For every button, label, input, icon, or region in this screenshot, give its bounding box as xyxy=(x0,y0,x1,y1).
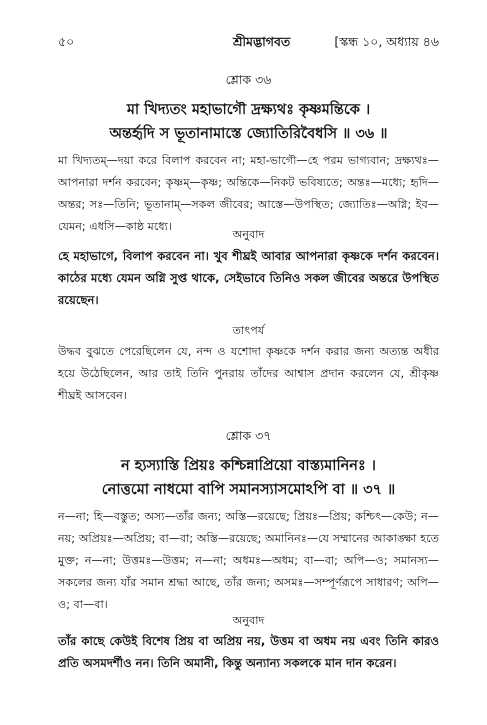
verse-36-translation: হে মহাভাগে, বিলাপ করবেন না। খুব শীঘ্রই আবার আপনারা কৃষ্ণকে দর্শন করবেন। কাঠের মধ্যে যেমন অগ্নি সুপ্ত থাকে, সেইভাবে তিনিও সকল জীবের অন্তরে উপস্থিত রয়েছেন। xyxy=(58,249,439,307)
verse-36-line-2: অন্তর্হৃদি স ভূতানামাস্তে জ্যোতিরিবৈধসি ॥ ৩৬ ॥ xyxy=(109,126,388,142)
verse-36-purport: উদ্ধব বুঝতে পেরেছিলেন যে, নন্দ ও যশোদা কৃষ্ণকে দর্শন করার জন্য অত্যন্ত অধীর হয়ে উঠেছিলেন, আর তাই তিনি পুনরায় তাঁদের আশ্বাস প্রদান করলেন যে, শ্রীকৃষ্ণ শীঘ্রই আসবেন। xyxy=(58,345,439,402)
page-number: ৫০ xyxy=(58,34,75,49)
verse-37-translation: তাঁর কাছে কেউই বিশেষ প্রিয় বা অপ্রিয় নয়, উত্তম বা অধম নয় এবং তিনি কারও প্রতি অসমদর্শীও নন। তিনি অমানী, কিন্তু অন্যান্য সকলকে মান দান করেন। xyxy=(58,634,439,670)
verse-37-line-1: ন হ্যস্যাস্তি প্রিয়ঃ কশ্চিন্নাপ্রিয়ো বাস্ত্যমানিনঃ । xyxy=(121,458,376,474)
verse-36-purport-heading: তাৎপর্য xyxy=(232,324,265,337)
verse-36-synonyms: মা খিদ্যতম্—দয়া করে বিলাপ করবেন না; মহা-ভাগৌ—হে পরম ভাগ্যবান; দ্রক্ষ্যথঃ—আপনারা দর্শন করবেন; কৃষ্ণম্—কৃষ্ণ; অন্তিকে—নিকট ভবিষ্যতে; অন্তঃ—মধ্যে; হৃদি—অন্তর; সঃ—তিনি; ভূতানাম্—সকল জীবের; আস্তে—উপস্থিত; জ্যোতিঃ—অগ্নি; ইব—যেমন; এধসি—কাষ্ঠ মধ্যে। xyxy=(58,154,439,233)
verse-37-synonyms: ন—না; হি—বস্তুত; অস্য—তাঁর জন্য; অস্তি—রয়েছে; প্রিয়ঃ—প্রিয়; কশ্চিৎ—কেউ; ন—নয়; অপ্রিয়ঃ—অপ্রিয়; বা—বা; অস্তি—রয়েছে; অমানিনঃ—যে সম্মানের আকাঙ্ক্ষা হতে মুক্ত; ন—না; উত্তমঃ—উত্তম; ন—না; অধমঃ—অধম; বা—বা; অপি—ও; সমানস্য—সকলের জন্য যাঁর সমান শ্রদ্ধা আছে, তাঁর জন্য; অসমঃ—সম্পূর্ণরূপে সাধারণ; অপি—ও; বা—বা। xyxy=(58,510,439,611)
canto-chapter-reference: [স্কন্ধ ১০, অধ্যায় ৪৬ xyxy=(334,34,439,49)
page-header xyxy=(58,34,439,54)
verse-36-line-1: মা খিদ্যতং মহাভাগৌ দ্রক্ষ্যথঃ কৃষ্ণমন্তিকে । xyxy=(126,102,371,118)
verse-37-label: শ্লোক ৩৭ xyxy=(225,428,272,443)
verse-37-line-2: নোত্তমো নাধমো বাপি সমানস্যাসমোঽপি বা ॥ ৩৭ ॥ xyxy=(101,482,396,498)
verse-37-block xyxy=(58,428,439,502)
verse-36-block xyxy=(58,72,439,146)
verse-36-label: শ্লোক ৩৬ xyxy=(225,72,272,87)
verse-37-translation-heading: অনুবাদ xyxy=(232,614,265,627)
book-title: শ্রীমদ্ভাগবত xyxy=(233,34,291,49)
verse-36-translation-heading: অনুবাদ xyxy=(232,228,265,241)
